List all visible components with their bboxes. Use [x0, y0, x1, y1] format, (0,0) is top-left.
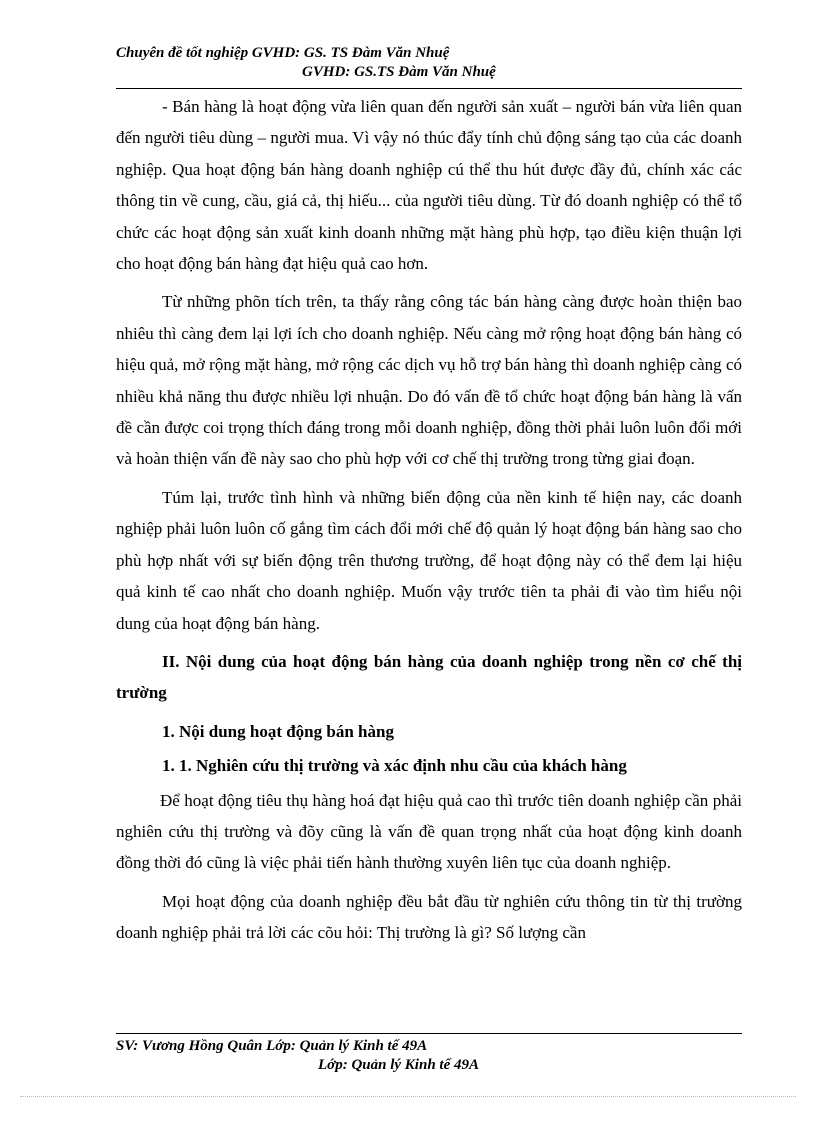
- section-heading: II. Nội dung của hoạt động bán hàng của doanh nghiệp trong nền cơ chế thị trường: [116, 651, 742, 703]
- header-line-2: GVHD: GS.TS Đàm Văn Nhuệ: [302, 64, 496, 80]
- paragraph-4: Để hoạt động tiêu thụ hàng hoá đạt hiệu quả cao thì trước tiên doanh nghiệp cần phải nghiên cứu thị trường và đõy cũng là vấn đề quan trọng nhất của hoạt động kinh doanh đồng thời đó cũng là việc phải tiến hành thường xuyên liên tục của doanh nghiệp.: [116, 790, 742, 873]
- paragraph-1: - Bán hàng là hoạt động vừa liên quan đến người sản xuất – người bán vừa liên quan đến người tiêu dùng – người mua. Vì vậy nó thúc đẩy tính chủ động sáng tạo của các doanh nghiệp. Qua hoạt động bán hàng doanh nghiệp cú thể thu hút được đầy đủ, chính xác các thông tin về cung, cầu, giá cả, thị hiếu... của người tiêu dùng. Từ đó doanh nghiệp có thể tổ chức các hoạt động sản xuất kinh doanh những mặt hàng phù hợp, tạo điều kiện thuận lợi cho hoạt động bán hàng đạt hiệu quả cao hơn.: [116, 97, 742, 274]
- paragraph-3: Túm lại, trước tình hình và những biến động của nền kinh tế hiện nay, các doanh nghiệp phải luôn luôn cố gắng tìm cách đổi mới chế độ quản lý hoạt động bán hàng sao cho phù hợp nhất với sự biến động trên thương trường, để hoạt động này có thể đem lại hiệu quả kinh tế cao nhất cho doanh nghiệp. Muốn vậy trước tiên ta phải đi vào tìm hiểu nội dung của hoạt động bán hàng.: [116, 487, 742, 633]
- paragraph-2: Từ những phõn tích trên, ta thấy rằng công tác bán hàng càng được hoàn thiện bao nhiêu thì càng đem lại lợi ích cho doanh nghiệp. Nếu càng mở rộng hoạt động bán hàng có hiệu quả, mở rộng mặt hàng, mở rộng các dịch vụ hỗ trợ bán hàng thì doanh nghiệp càng có nhiều khả năng thu được nhiều lợi nhuận. Do đó vấn đề tổ chức hoạt động bán hàng là vấn đề cần được coi trọng thích đáng trong mỗi doanh nghiệp, đồng thời phải luôn luôn đổi mới và hoàn thiện vấn đề này sao cho phù hợp với cơ chế thị trường trong từng giai đoạn.: [116, 292, 742, 469]
- page-body: [116, 91, 742, 956]
- page-footer: [116, 1037, 742, 1075]
- footer-line-2: Lớp: Quản lý Kinh tế 49A: [318, 1057, 479, 1073]
- paragraph-5: Mọi hoạt động của doanh nghiệp đều bắt đầu từ nghiên cứu thông tin từ thị trường doanh nghiệp phải trả lời các cõu hỏi: Thị trường là gì? Số lượng cần: [116, 891, 742, 943]
- header-divider: [116, 88, 742, 89]
- footer-line-1: SV: Vương Hồng Quân Lớp: Quản lý Kinh tế 49A: [116, 1038, 428, 1054]
- page-bottom-edge: [20, 1096, 796, 1097]
- header-line-1: Chuyên đề tốt nghiệp GVHD: GS. TS Đàm Văn Nhuệ: [116, 45, 450, 61]
- subsection-heading: 1. Nội dung hoạt động bán hàng: [162, 721, 394, 741]
- footer-divider: [116, 1033, 742, 1034]
- subsubsection-heading: 1. 1. Nghiên cứu thị trường và xác định nhu cầu của khách hàng: [162, 756, 627, 776]
- page-header: [116, 44, 742, 82]
